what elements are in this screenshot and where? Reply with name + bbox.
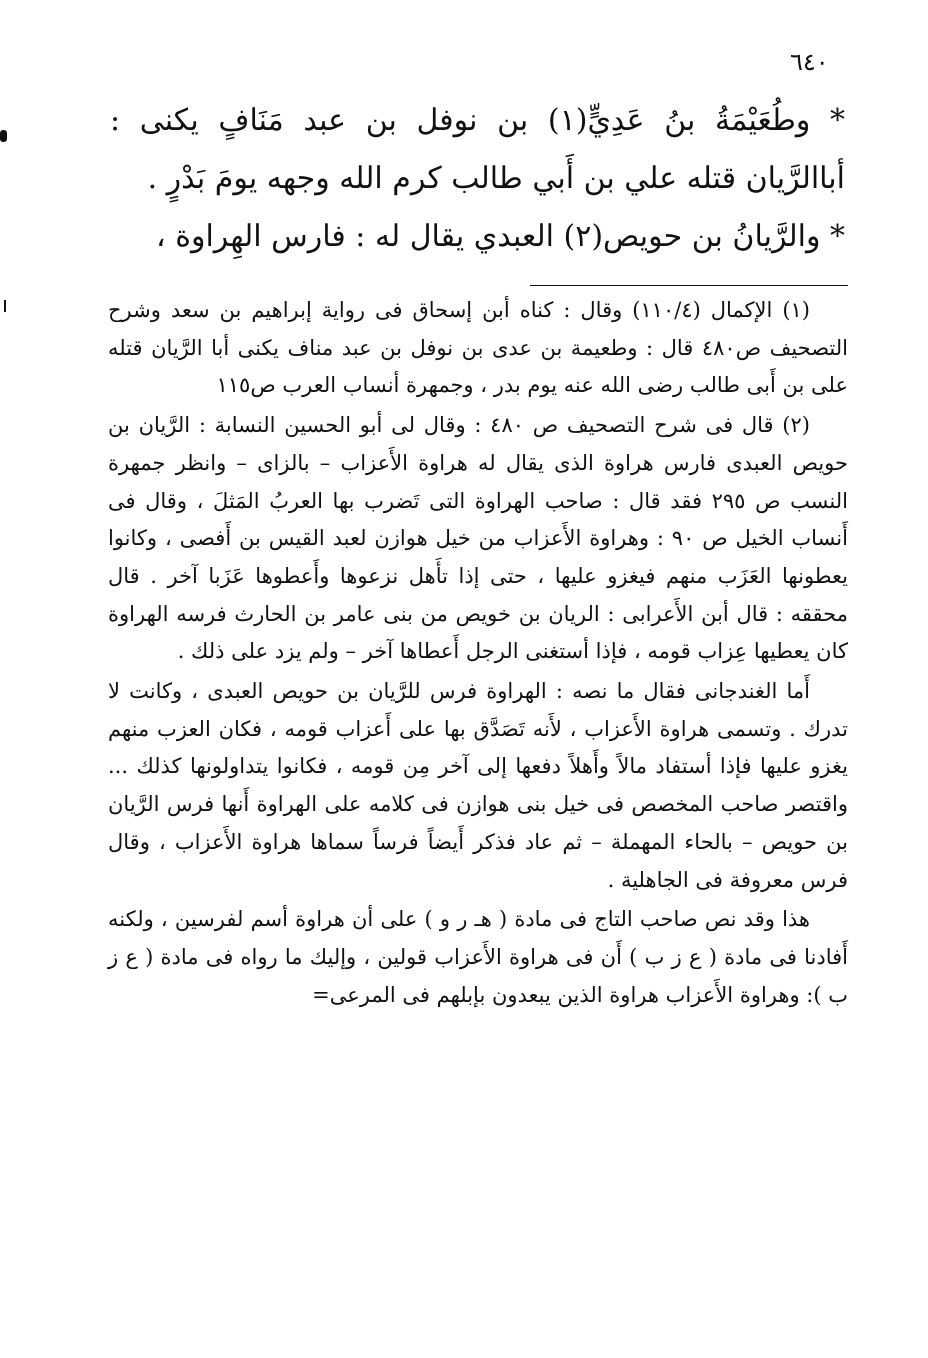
footnote-1: (١) الإكمال (١١٠/٤) وقال : كناه أبن إسحاق فى رواية إبراهيم بن سعد وشرح التصحيف ص٤٨٠ قال : وطعيمة بن عدى بن نوفل بن عبد مناف يكنى أبا الرَّيان قتله على بن أَبى طالب رضى الله عنه يوم بدر ، وجمهرة أنساب العرب ص١١٥ [108, 298, 848, 398]
left-margin-mark [0, 130, 7, 142]
page-number: ٦٤٠ [790, 48, 829, 76]
footnote-divider [530, 285, 848, 286]
main-entries [110, 92, 845, 266]
commentary-paragraph: أَما الغندجانى فقال ما نصه : الهراوة فرس للرَّيان بن حويص العبدى ، وكانت لا تدرك . وتسمى هراوة الأَعزاب ، لأَنه تَصَدَّق بها على أَعزاب قومه ، فكان العزب منهم يغزو عليها فإذا أستفاد مالاً وأَهلاً دفعها إلى آخر مِن قومه ، فكانوا يتداولونها كذلك ... واقتصر صاحب المخصص فى خيل بنى هوازن فى كلامه على الهراوة أَنها فرس الرَّيان بن حويص – بالحاء المهملة – ثم عاد فذكر أَيضاً فرساً سماها هراوة الأَعزاب ، وقال فرس معروفة فى الجاهلية . [108, 679, 848, 892]
left-margin-tick [4, 300, 6, 312]
footnotes-section [108, 292, 848, 1014]
entry-tuaymah: * وطُعَيْمَةُ بنُ عَدِيٍّ(١) بن نوفل بن عبد مَنَافٍ يكنى : أباالرَّيان قتله علي بن أَبي طالب كرم الله وجهه يومَ بَدْرٍ . [110, 103, 845, 196]
entry-rayyan: * والرَّيانُ بن حويص(٢) العبدي يقال له : فارس الهِراوة ، [156, 219, 845, 254]
commentary-paragraph: هذا وقد نص صاحب التاج فى مادة ( هـ ر و ) على أن هراوة أسم لفرسين ، ولكنه أَفادنا فى مادة ( ع ز ب ) أَن فى هراوة الأَعزاب قولين ، وإليك ما رواه فى مادة ( ع ز ب ): وهراوة الأَعزاب هراوة الذين يبعدون بإبلهم فى المرعى= [108, 907, 848, 1007]
footnote-2: (٢) قال فى شرح التصحيف ص ٤٨٠ : وقال لى أبو الحسين النسابة : الرَّيان بن حويص العبدى فارس هراوة الذى يقال له هراوة الأَعزاب – بالزاى – وانظر جمهرة النسب ص ٢٩٥ فقد قال : صاحب الهراوة التى تَضرب بها العربُ المَثلَ ، وقال فى أَنساب الخيل ص ٩٠ : وهراوة الأَعزاب من خيل هوازن لعبد القيس بن أَفصى ، وكانوا يعطونها العَزَب منهم فيغزو عليها ، حتى إذا تأَهل نزعوها وأَعطوها عَزَبا آخر . قال محققه : قال أبن الأَعرابى : الريان بن خويص من بنى عامر بن الحارث فرسه الهراوة كان يعطيها عِزاب قومه ، فإذا أستغنى الرجل أَعطاها آخر – ولم يزد على ذلك . [108, 413, 848, 664]
